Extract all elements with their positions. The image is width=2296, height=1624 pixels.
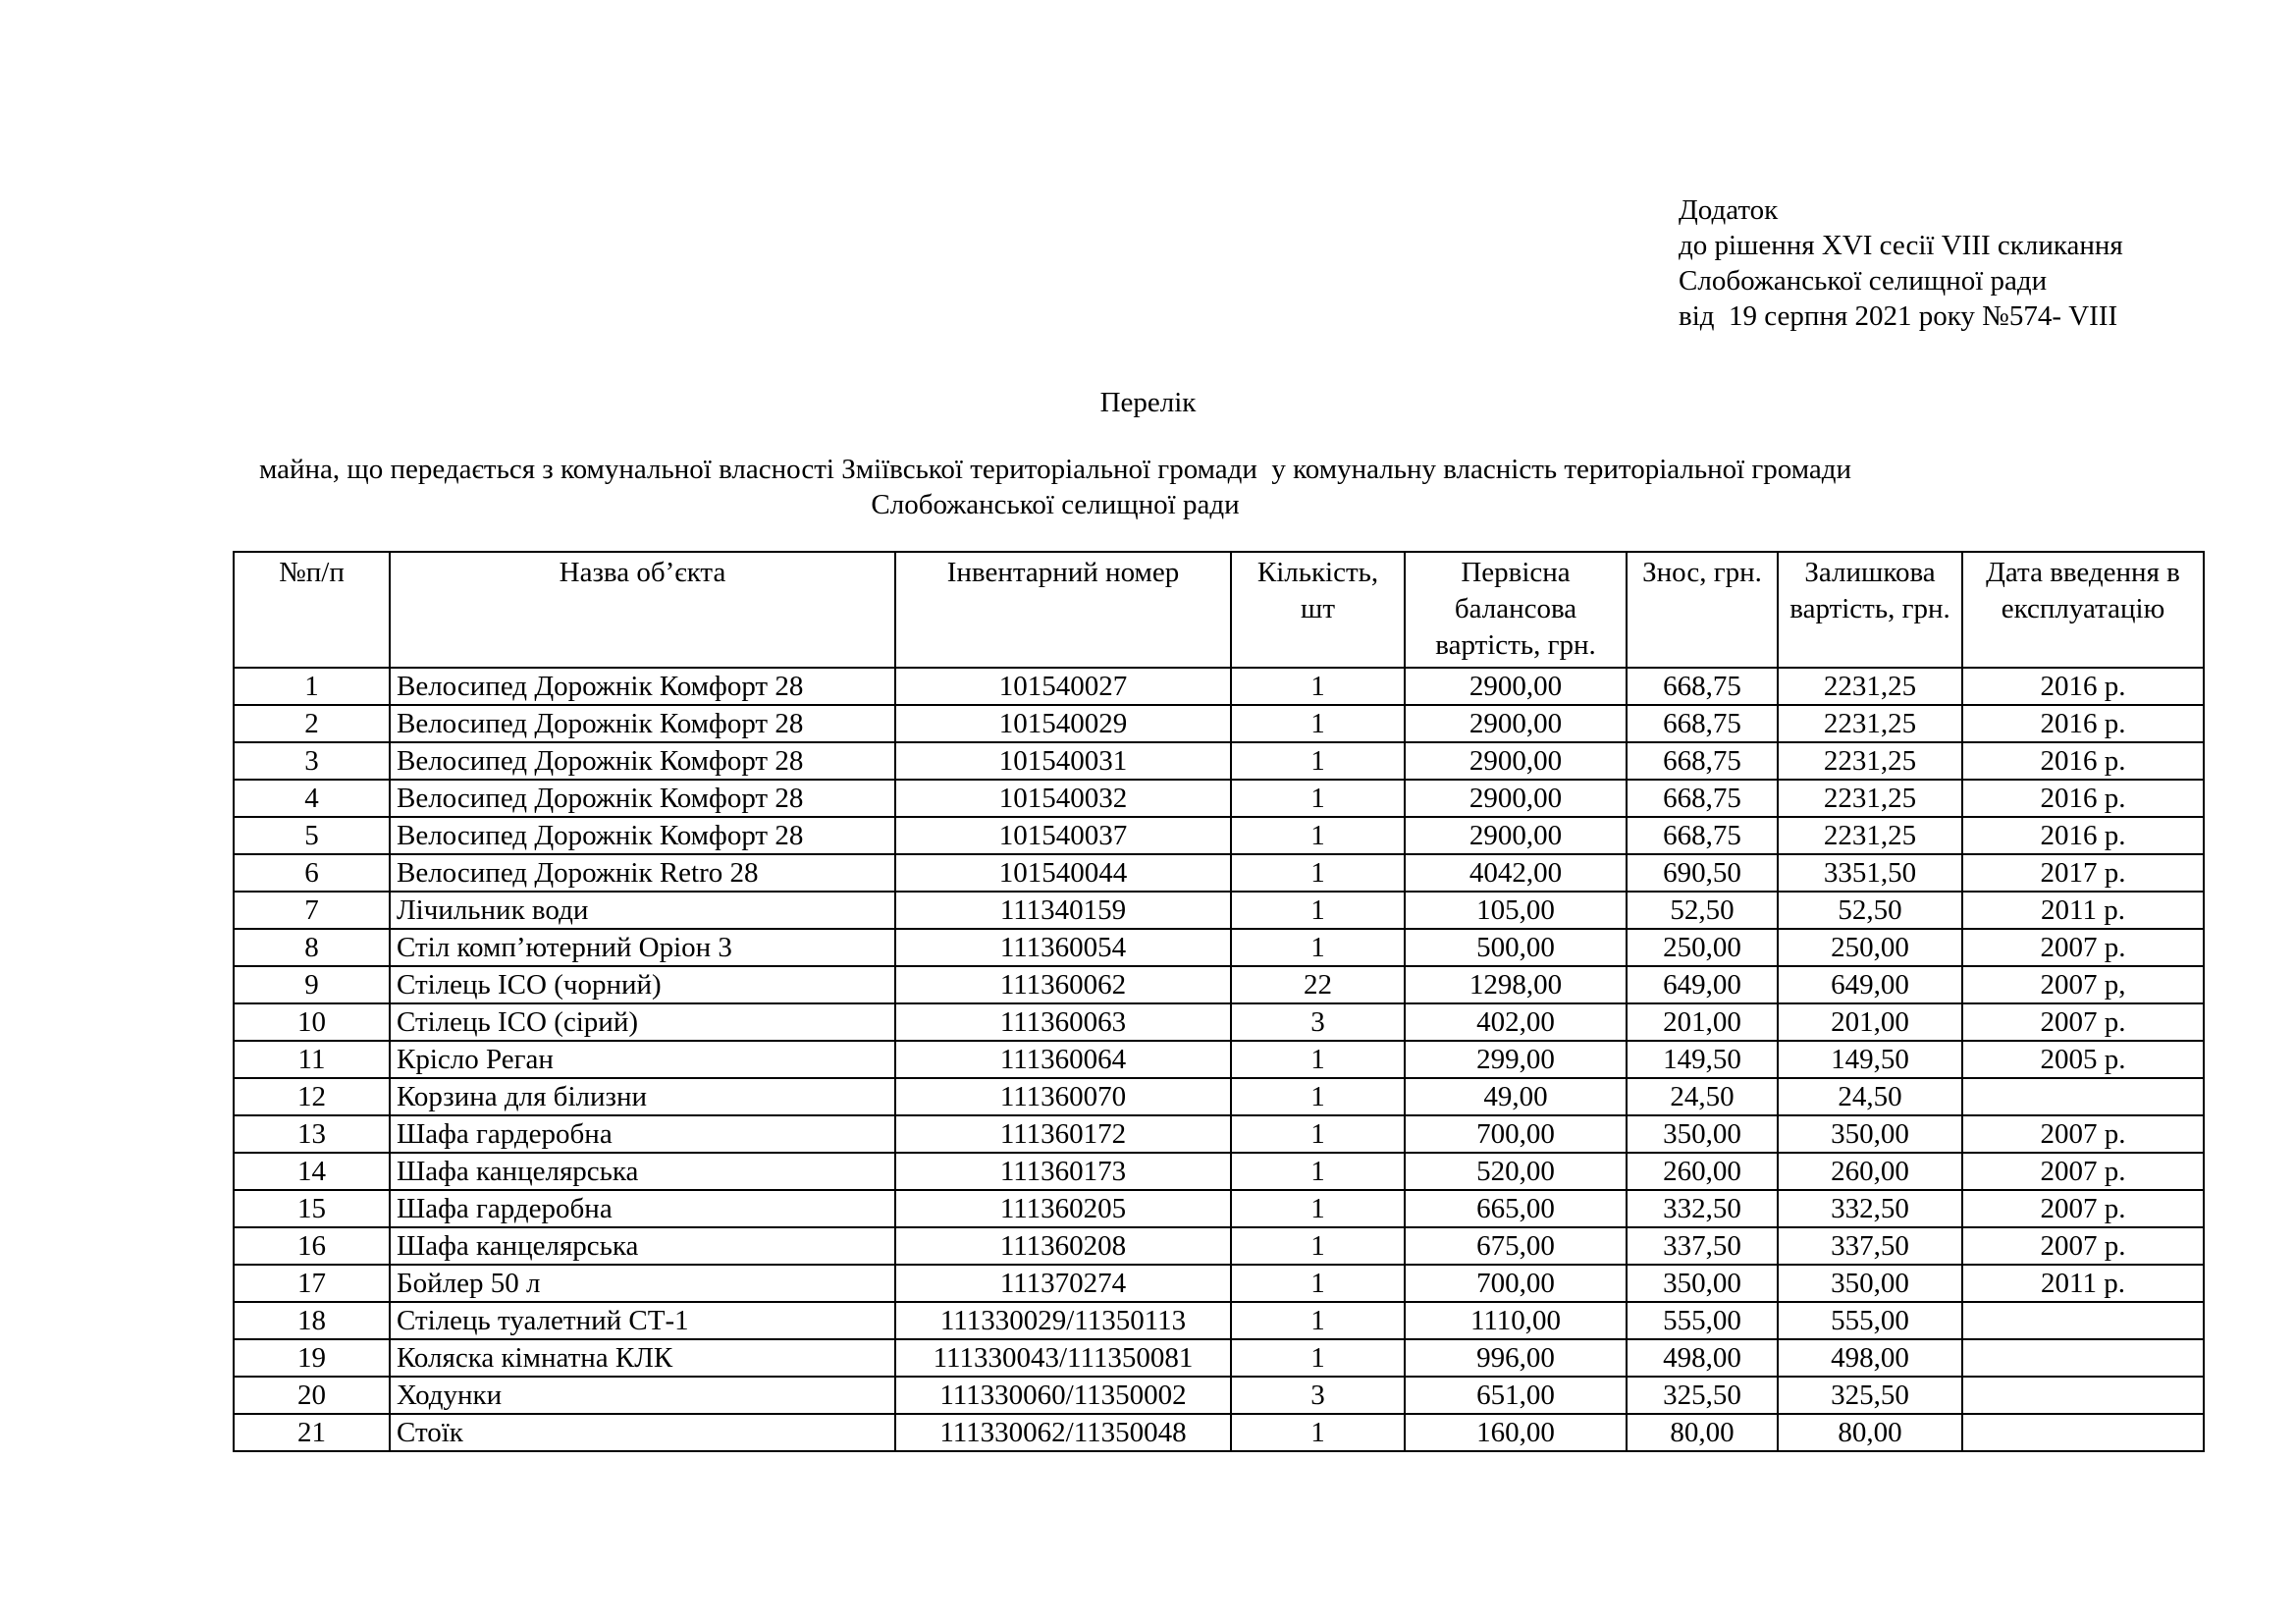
cell-residual-value: 3351,50 xyxy=(1778,854,1962,892)
cell-initial-value: 402,00 xyxy=(1405,1003,1627,1041)
cell-row-number: 9 xyxy=(234,966,390,1003)
cell-quantity: 1 xyxy=(1231,1153,1405,1190)
cell-residual-value: 555,00 xyxy=(1778,1302,1962,1339)
cell-object-name: Бойлер 50 л xyxy=(390,1265,895,1302)
cell-depreciation: 325,50 xyxy=(1627,1377,1778,1414)
cell-depreciation: 52,50 xyxy=(1627,892,1778,929)
cell-depreciation: 250,00 xyxy=(1627,929,1778,966)
cell-commissioning-date: 2005 р. xyxy=(1962,1041,2204,1078)
cell-depreciation: 649,00 xyxy=(1627,966,1778,1003)
cell-commissioning-date: 2007 р. xyxy=(1962,1190,2204,1227)
table-row xyxy=(234,1339,2204,1377)
cell-row-number: 13 xyxy=(234,1115,390,1153)
cell-inventory-number: 111360208 xyxy=(895,1227,1231,1265)
cell-commissioning-date xyxy=(1962,1302,2204,1339)
header-depreciation: Знос, грн. xyxy=(1627,552,1778,668)
cell-depreciation: 668,75 xyxy=(1627,817,1778,854)
table-row xyxy=(234,705,2204,742)
cell-quantity: 1 xyxy=(1231,780,1405,817)
cell-row-number: 5 xyxy=(234,817,390,854)
cell-commissioning-date: 2016 р. xyxy=(1962,742,2204,780)
table-row xyxy=(234,1414,2204,1451)
cell-residual-value: 260,00 xyxy=(1778,1153,1962,1190)
cell-depreciation: 337,50 xyxy=(1627,1227,1778,1265)
cell-object-name: Крісло Реган xyxy=(390,1041,895,1078)
cell-initial-value: 500,00 xyxy=(1405,929,1627,966)
cell-quantity: 1 xyxy=(1231,1190,1405,1227)
cell-initial-value: 520,00 xyxy=(1405,1153,1627,1190)
table-row xyxy=(234,1227,2204,1265)
cell-object-name: Шафа гардеробна xyxy=(390,1115,895,1153)
cell-quantity: 1 xyxy=(1231,1115,1405,1153)
table-row xyxy=(234,1377,2204,1414)
cell-quantity: 1 xyxy=(1231,742,1405,780)
table-row xyxy=(234,1265,2204,1302)
cell-depreciation: 350,00 xyxy=(1627,1115,1778,1153)
cell-quantity: 1 xyxy=(1231,817,1405,854)
cell-quantity: 1 xyxy=(1231,854,1405,892)
annex-council: Слобожанської селищної ради xyxy=(1679,265,2048,297)
header-name: Назва об’єкта xyxy=(390,552,895,668)
cell-depreciation: 80,00 xyxy=(1627,1414,1778,1451)
cell-object-name: Велосипед Дорожнік Комфорт 28 xyxy=(390,780,895,817)
table-row xyxy=(234,892,2204,929)
cell-residual-value: 2231,25 xyxy=(1778,780,1962,817)
cell-depreciation: 668,75 xyxy=(1627,668,1778,705)
cell-residual-value: 80,00 xyxy=(1778,1414,1962,1451)
cell-object-name: Велосипед Дорожнік Комфорт 28 xyxy=(390,817,895,854)
cell-initial-value: 665,00 xyxy=(1405,1190,1627,1227)
annex-block xyxy=(1679,192,2123,334)
cell-quantity: 1 xyxy=(1231,1227,1405,1265)
cell-residual-value: 2231,25 xyxy=(1778,668,1962,705)
cell-initial-value: 2900,00 xyxy=(1405,817,1627,854)
cell-row-number: 12 xyxy=(234,1078,390,1115)
cell-initial-value: 4042,00 xyxy=(1405,854,1627,892)
cell-row-number: 3 xyxy=(234,742,390,780)
cell-commissioning-date: 2007 р. xyxy=(1962,1227,2204,1265)
cell-inventory-number: 111330060/11350002 xyxy=(895,1377,1231,1414)
table-row xyxy=(234,1153,2204,1190)
cell-row-number: 10 xyxy=(234,1003,390,1041)
cell-inventory-number: 111330029/11350113 xyxy=(895,1302,1231,1339)
cell-object-name: Стілець туалетний СТ-1 xyxy=(390,1302,895,1339)
cell-inventory-number: 111360064 xyxy=(895,1041,1231,1078)
cell-quantity: 1 xyxy=(1231,1265,1405,1302)
cell-commissioning-date: 2016 р. xyxy=(1962,817,2204,854)
cell-residual-value: 201,00 xyxy=(1778,1003,1962,1041)
cell-initial-value: 675,00 xyxy=(1405,1227,1627,1265)
cell-commissioning-date: 2007 р. xyxy=(1962,1003,2204,1041)
cell-inventory-number: 111370274 xyxy=(895,1265,1231,1302)
cell-object-name: Корзина для білизни xyxy=(390,1078,895,1115)
cell-residual-value: 332,50 xyxy=(1778,1190,1962,1227)
cell-depreciation: 332,50 xyxy=(1627,1190,1778,1227)
table-row xyxy=(234,1115,2204,1153)
cell-object-name: Стілець ІСО (сірий) xyxy=(390,1003,895,1041)
cell-depreciation: 555,00 xyxy=(1627,1302,1778,1339)
header-number: №п/п xyxy=(234,552,390,668)
cell-inventory-number: 101540032 xyxy=(895,780,1231,817)
cell-initial-value: 1298,00 xyxy=(1405,966,1627,1003)
cell-inventory-number: 101540031 xyxy=(895,742,1231,780)
cell-residual-value: 649,00 xyxy=(1778,966,1962,1003)
cell-commissioning-date: 2011 р. xyxy=(1962,892,2204,929)
cell-residual-value: 337,50 xyxy=(1778,1227,1962,1265)
cell-initial-value: 160,00 xyxy=(1405,1414,1627,1451)
cell-residual-value: 325,50 xyxy=(1778,1377,1962,1414)
cell-object-name: Лічильник води xyxy=(390,892,895,929)
cell-initial-value: 2900,00 xyxy=(1405,705,1627,742)
cell-row-number: 8 xyxy=(234,929,390,966)
cell-initial-value: 105,00 xyxy=(1405,892,1627,929)
cell-quantity: 1 xyxy=(1231,705,1405,742)
cell-residual-value: 2231,25 xyxy=(1778,817,1962,854)
cell-object-name: Шафа канцелярська xyxy=(390,1153,895,1190)
cell-inventory-number: 101540027 xyxy=(895,668,1231,705)
cell-inventory-number: 111360070 xyxy=(895,1078,1231,1115)
cell-commissioning-date: 2017 р. xyxy=(1962,854,2204,892)
cell-residual-value: 2231,25 xyxy=(1778,705,1962,742)
cell-commissioning-date xyxy=(1962,1414,2204,1451)
cell-commissioning-date xyxy=(1962,1377,2204,1414)
cell-inventory-number: 101540044 xyxy=(895,854,1231,892)
document-title: Перелік xyxy=(1099,387,1197,418)
cell-depreciation: 149,50 xyxy=(1627,1041,1778,1078)
cell-object-name: Ходунки xyxy=(390,1377,895,1414)
cell-object-name: Стілець ІСО (чорний) xyxy=(390,966,895,1003)
cell-quantity: 3 xyxy=(1231,1003,1405,1041)
cell-residual-value: 350,00 xyxy=(1778,1265,1962,1302)
cell-object-name: Шафа канцелярська xyxy=(390,1227,895,1265)
cell-inventory-number: 111360173 xyxy=(895,1153,1231,1190)
table-row xyxy=(234,929,2204,966)
cell-quantity: 1 xyxy=(1231,1302,1405,1339)
cell-object-name: Коляска кімнатна КЛК xyxy=(390,1339,895,1377)
subtitle-line-2: Слобожанської селищної ради xyxy=(871,489,1240,520)
cell-quantity: 3 xyxy=(1231,1377,1405,1414)
cell-row-number: 14 xyxy=(234,1153,390,1190)
cell-residual-value: 24,50 xyxy=(1778,1078,1962,1115)
cell-object-name: Велосипед Дорожнік Retro 28 xyxy=(390,854,895,892)
table-row xyxy=(234,817,2204,854)
cell-inventory-number: 111330062/11350048 xyxy=(895,1414,1231,1451)
cell-commissioning-date: 2007 р. xyxy=(1962,1115,2204,1153)
cell-initial-value: 299,00 xyxy=(1405,1041,1627,1078)
cell-row-number: 18 xyxy=(234,1302,390,1339)
table-header-row xyxy=(234,552,2204,668)
table-row xyxy=(234,1078,2204,1115)
cell-quantity: 1 xyxy=(1231,1339,1405,1377)
cell-depreciation: 201,00 xyxy=(1627,1003,1778,1041)
cell-quantity: 1 xyxy=(1231,1078,1405,1115)
cell-depreciation: 668,75 xyxy=(1627,742,1778,780)
cell-inventory-number: 101540029 xyxy=(895,705,1231,742)
table-row xyxy=(234,1190,2204,1227)
cell-row-number: 4 xyxy=(234,780,390,817)
table-row xyxy=(234,668,2204,705)
cell-object-name: Велосипед Дорожнік Комфорт 28 xyxy=(390,705,895,742)
document-subtitle xyxy=(226,452,1885,522)
cell-inventory-number: 101540037 xyxy=(895,817,1231,854)
table-row xyxy=(234,1041,2204,1078)
cell-residual-value: 52,50 xyxy=(1778,892,1962,929)
cell-object-name: Стоїк xyxy=(390,1414,895,1451)
cell-initial-value: 700,00 xyxy=(1405,1265,1627,1302)
table-row xyxy=(234,780,2204,817)
cell-initial-value: 651,00 xyxy=(1405,1377,1627,1414)
cell-row-number: 17 xyxy=(234,1265,390,1302)
cell-quantity: 22 xyxy=(1231,966,1405,1003)
property-table xyxy=(233,551,2205,1452)
cell-inventory-number: 111360054 xyxy=(895,929,1231,966)
cell-row-number: 16 xyxy=(234,1227,390,1265)
cell-residual-value: 250,00 xyxy=(1778,929,1962,966)
cell-residual-value: 350,00 xyxy=(1778,1115,1962,1153)
cell-row-number: 20 xyxy=(234,1377,390,1414)
header-inventory-number: Інвентарний номер xyxy=(895,552,1231,668)
cell-depreciation: 668,75 xyxy=(1627,705,1778,742)
cell-commissioning-date: 2007 р. xyxy=(1962,929,2204,966)
table-row xyxy=(234,854,2204,892)
cell-commissioning-date: 2011 р. xyxy=(1962,1265,2204,1302)
cell-residual-value: 2231,25 xyxy=(1778,742,1962,780)
cell-initial-value: 2900,00 xyxy=(1405,780,1627,817)
cell-row-number: 1 xyxy=(234,668,390,705)
cell-object-name: Стіл комп’ютерний Оріон 3 xyxy=(390,929,895,966)
cell-object-name: Велосипед Дорожнік Комфорт 28 xyxy=(390,742,895,780)
table-row xyxy=(234,1003,2204,1041)
cell-row-number: 15 xyxy=(234,1190,390,1227)
cell-quantity: 1 xyxy=(1231,1414,1405,1451)
cell-row-number: 19 xyxy=(234,1339,390,1377)
cell-initial-value: 700,00 xyxy=(1405,1115,1627,1153)
cell-inventory-number: 111340159 xyxy=(895,892,1231,929)
cell-inventory-number: 111360205 xyxy=(895,1190,1231,1227)
cell-inventory-number: 111360063 xyxy=(895,1003,1231,1041)
cell-commissioning-date xyxy=(1962,1078,2204,1115)
header-initial-value: Первісна балансова вартість, грн. xyxy=(1405,552,1627,668)
cell-initial-value: 49,00 xyxy=(1405,1078,1627,1115)
cell-quantity: 1 xyxy=(1231,668,1405,705)
cell-object-name: Шафа гардеробна xyxy=(390,1190,895,1227)
cell-initial-value: 2900,00 xyxy=(1405,668,1627,705)
header-commissioning-date: Дата введення в експлуатацію xyxy=(1962,552,2204,668)
cell-residual-value: 149,50 xyxy=(1778,1041,1962,1078)
table-row xyxy=(234,742,2204,780)
cell-row-number: 6 xyxy=(234,854,390,892)
cell-depreciation: 690,50 xyxy=(1627,854,1778,892)
cell-initial-value: 2900,00 xyxy=(1405,742,1627,780)
cell-inventory-number: 111330043/111350081 xyxy=(895,1339,1231,1377)
table-row xyxy=(234,1302,2204,1339)
cell-row-number: 2 xyxy=(234,705,390,742)
cell-commissioning-date: 2016 р. xyxy=(1962,705,2204,742)
table-row xyxy=(234,966,2204,1003)
annex-date: від 19 серпня 2021 року №574- VIII xyxy=(1679,300,2118,332)
cell-depreciation: 350,00 xyxy=(1627,1265,1778,1302)
header-quantity: Кількість, шт xyxy=(1231,552,1405,668)
cell-quantity: 1 xyxy=(1231,929,1405,966)
subtitle-line-1: майна, що передається з комунальної власності Зміївської територіальної громади у комунальну власність територіальної громади xyxy=(258,454,1852,485)
cell-depreciation: 498,00 xyxy=(1627,1339,1778,1377)
cell-commissioning-date: 2007 р, xyxy=(1962,966,2204,1003)
cell-residual-value: 498,00 xyxy=(1778,1339,1962,1377)
annex-label: Додаток xyxy=(1679,194,1779,226)
cell-commissioning-date: 2016 р. xyxy=(1962,780,2204,817)
cell-initial-value: 996,00 xyxy=(1405,1339,1627,1377)
cell-depreciation: 668,75 xyxy=(1627,780,1778,817)
header-residual-value: Залишкова вартість, грн. xyxy=(1778,552,1962,668)
cell-row-number: 7 xyxy=(234,892,390,929)
cell-commissioning-date: 2007 р. xyxy=(1962,1153,2204,1190)
cell-commissioning-date: 2016 р. xyxy=(1962,668,2204,705)
cell-initial-value: 1110,00 xyxy=(1405,1302,1627,1339)
cell-row-number: 11 xyxy=(234,1041,390,1078)
cell-depreciation: 24,50 xyxy=(1627,1078,1778,1115)
cell-commissioning-date xyxy=(1962,1339,2204,1377)
cell-object-name: Велосипед Дорожнік Комфорт 28 xyxy=(390,668,895,705)
annex-decision: до рішення XVI сесії VIII скликання xyxy=(1679,230,2123,261)
cell-quantity: 1 xyxy=(1231,892,1405,929)
cell-row-number: 21 xyxy=(234,1414,390,1451)
cell-inventory-number: 111360062 xyxy=(895,966,1231,1003)
cell-depreciation: 260,00 xyxy=(1627,1153,1778,1190)
table-body xyxy=(234,668,2204,1451)
cell-inventory-number: 111360172 xyxy=(895,1115,1231,1153)
cell-quantity: 1 xyxy=(1231,1041,1405,1078)
